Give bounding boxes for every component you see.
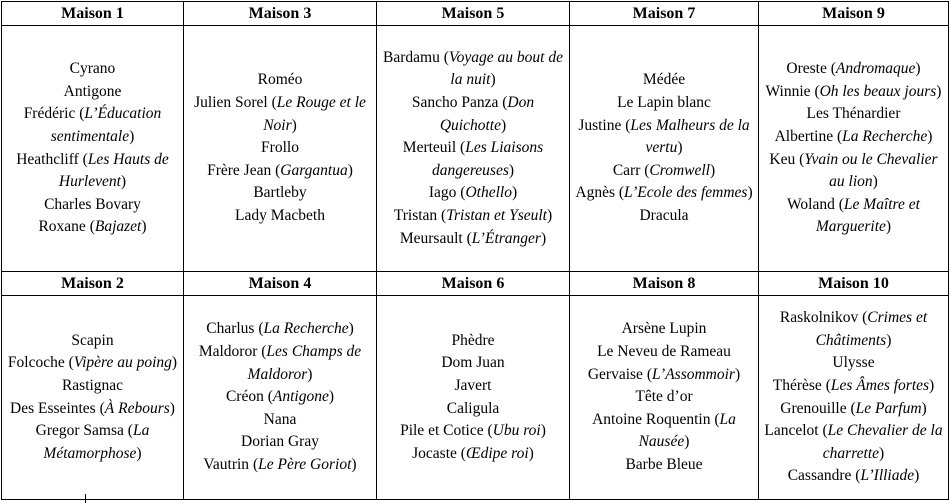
character-row bbox=[2, 26, 949, 272]
character-entry: Gervaise (L’Assommoir) bbox=[587, 365, 741, 383]
character-name: Agnès bbox=[575, 184, 619, 202]
work-title: Les Liaisons dangereuses bbox=[431, 139, 544, 179]
character-entry bbox=[382, 352, 564, 375]
house-header: Maison 2 bbox=[2, 272, 184, 296]
character-name: Sancho Panza bbox=[411, 94, 503, 112]
character-name: Des Esseintes bbox=[10, 399, 100, 417]
character-entry: Lancelot (Le Chevalier de la charrette) bbox=[764, 422, 943, 462]
character-name: Tête d’or bbox=[635, 388, 693, 406]
character-name: Antoine Roquentin bbox=[592, 410, 715, 428]
character-name: Merteuil bbox=[402, 139, 461, 157]
work-title: L’Assommoir bbox=[652, 365, 735, 383]
character-entry bbox=[189, 409, 371, 432]
character-entry bbox=[382, 330, 564, 353]
character-entry: Iago (Othello) bbox=[428, 184, 518, 202]
character-entry: Frère Jean (Gargantua) bbox=[207, 161, 353, 179]
character-entry bbox=[575, 341, 753, 364]
character-name: Roxane bbox=[38, 218, 90, 236]
work-title: Tristan et Yseult bbox=[446, 206, 547, 224]
character-name: Winnie bbox=[765, 82, 815, 100]
character-name: Meursault bbox=[399, 229, 467, 247]
work-title: La Recherche bbox=[842, 127, 928, 145]
character-name: Lady Macbeth bbox=[235, 206, 325, 224]
work-title: Gargantua bbox=[280, 161, 348, 179]
house-header: Maison 9 bbox=[759, 2, 949, 26]
work-title: Le Parfum bbox=[855, 399, 922, 417]
houses-table bbox=[1, 1, 949, 500]
house-header: Maison 3 bbox=[184, 2, 377, 26]
character-name: Julien Sorel bbox=[194, 94, 272, 112]
character-name: Le Neveu de Rameau bbox=[597, 343, 731, 361]
work-title: La Recherche bbox=[263, 320, 349, 338]
character-name: Phèdre bbox=[451, 331, 495, 349]
character-entry: Roxane (Bajazet) bbox=[38, 218, 147, 236]
character-name: Médée bbox=[642, 71, 686, 89]
character-entry: Woland (Le Maître et Marguerite) bbox=[787, 195, 920, 236]
footnote-mark bbox=[85, 494, 86, 503]
character-entry: Merteuil (Les Liaisons dangereuses) bbox=[402, 139, 544, 179]
character-entry bbox=[575, 205, 753, 228]
character-entry bbox=[7, 194, 178, 217]
work-title: Ubu roi bbox=[492, 422, 541, 440]
character-entry: Oreste (Andromaque) bbox=[786, 60, 921, 78]
character-name: Vautrin bbox=[203, 455, 253, 473]
character-name: Frédéric bbox=[23, 105, 80, 123]
character-entry: Folcoche (Vipère au poing) bbox=[7, 354, 178, 372]
house-header: Maison 5 bbox=[377, 2, 570, 26]
character-name: Le Lapin blanc bbox=[617, 94, 711, 112]
header-row bbox=[2, 272, 949, 296]
character-name: Pile et Cotice bbox=[400, 422, 488, 440]
house-characters-cell bbox=[759, 296, 949, 500]
house-header: Maison 6 bbox=[377, 272, 570, 296]
work-title: Othello bbox=[465, 184, 512, 202]
character-name: Charlus bbox=[206, 320, 259, 338]
character-name: Justine bbox=[578, 116, 626, 134]
work-title: Les Malheurs de la vertu bbox=[630, 116, 750, 157]
character-name: Frère Jean bbox=[207, 161, 276, 179]
house-header: Maison 8 bbox=[570, 272, 759, 296]
character-entry bbox=[575, 318, 753, 341]
character-name: Grenouille bbox=[780, 399, 851, 417]
character-entry bbox=[575, 69, 753, 92]
character-name: Antigone bbox=[63, 82, 122, 100]
house-header: Maison 4 bbox=[184, 272, 377, 296]
character-entry: Agnès (L’Ecole des femmes) bbox=[575, 184, 753, 202]
work-title: La Métamorphose bbox=[43, 422, 150, 462]
work-title: Antigone bbox=[272, 388, 329, 406]
house-header: Maison 7 bbox=[570, 2, 759, 26]
work-title: Voyage au bout de la nuit bbox=[448, 48, 563, 89]
character-name: Rastignac bbox=[61, 376, 124, 394]
character-name: Albertine bbox=[774, 127, 837, 145]
character-name: Thérèse bbox=[772, 376, 826, 394]
house-characters-cell bbox=[377, 26, 570, 272]
character-name: Gregor Samsa bbox=[35, 422, 128, 440]
house-characters-cell bbox=[570, 26, 759, 272]
character-entry bbox=[189, 431, 371, 454]
character-name: Heathcliff bbox=[16, 150, 83, 168]
house-characters-cell bbox=[377, 296, 570, 500]
character-entry bbox=[764, 103, 943, 126]
character-entry: Frédéric (L’Éducation sentimentale) bbox=[23, 105, 162, 145]
house-characters-cell bbox=[570, 296, 759, 500]
character-entry bbox=[189, 137, 371, 160]
work-title: L’Illiade bbox=[860, 467, 915, 485]
house-characters-cell bbox=[184, 296, 377, 500]
character-entry: Julien Sorel (Le Rouge et le Noir) bbox=[194, 94, 366, 134]
work-title: La Nausée bbox=[638, 410, 736, 451]
character-entry: Keu (Yvain ou le Chevalier au lion) bbox=[769, 150, 938, 191]
character-name: Oreste bbox=[786, 60, 831, 78]
work-title: L’Étranger bbox=[471, 229, 541, 247]
character-entry: Gregor Samsa (La Métamorphose) bbox=[35, 422, 150, 462]
character-name: Jocaste bbox=[412, 444, 461, 462]
work-title: Crimes et Châtiments bbox=[815, 309, 928, 349]
character-name: Dom Juan bbox=[441, 354, 505, 372]
work-title: Yvain ou le Chevalier au lion bbox=[804, 150, 938, 191]
character-entry bbox=[7, 81, 178, 104]
character-entry: Winnie (Oh les beaux jours) bbox=[765, 82, 942, 100]
character-name: Créon bbox=[225, 388, 268, 406]
character-name: Iago bbox=[428, 184, 461, 202]
header-row bbox=[2, 2, 949, 26]
work-title: Les Hauts de Hurlevent bbox=[58, 150, 169, 191]
character-name: Tristan bbox=[393, 206, 442, 224]
work-title: Le Rouge et le Noir bbox=[263, 94, 366, 134]
character-entry: Grenouille (Le Parfum) bbox=[780, 399, 927, 417]
character-name: Dracula bbox=[639, 206, 689, 224]
character-name: Frollo bbox=[261, 139, 299, 157]
character-entry: Carr (Cromwell) bbox=[612, 161, 716, 179]
character-entry bbox=[189, 205, 371, 228]
work-title: Le Maître et Marguerite bbox=[815, 195, 920, 236]
work-title: Le Père Goriot bbox=[258, 455, 352, 473]
character-entry bbox=[382, 375, 564, 398]
character-entry bbox=[575, 386, 753, 409]
character-entry bbox=[764, 352, 943, 375]
work-title: Le Chevalier de la charrette bbox=[822, 422, 943, 462]
character-entry: Bardamu (Voyage au bout de la nuit) bbox=[383, 48, 563, 89]
work-title: L’Éducation sentimentale bbox=[50, 105, 162, 145]
character-name: Charles Bovary bbox=[44, 195, 141, 213]
character-entry: Albertine (La Recherche) bbox=[774, 127, 933, 145]
character-name: Cassandre bbox=[787, 467, 856, 485]
character-name: Folcoche bbox=[7, 354, 69, 372]
work-title: Bajazet bbox=[94, 218, 142, 236]
house-characters-cell bbox=[759, 26, 949, 272]
work-title: Vipère au poing bbox=[73, 354, 172, 372]
work-title: À Rebours bbox=[104, 399, 170, 417]
character-entry: Thérèse (Les Âmes fortes) bbox=[772, 376, 935, 394]
character-entry: Pile et Cotice (Ubu roi) bbox=[400, 422, 546, 440]
character-name: Keu bbox=[769, 150, 800, 168]
work-title: Oh les beaux jours bbox=[819, 82, 937, 100]
work-title: Les Âmes fortes bbox=[830, 376, 930, 394]
character-name: Scapin bbox=[71, 331, 114, 349]
character-name: Cyrano bbox=[69, 60, 116, 78]
character-name: Barbe Bleue bbox=[625, 455, 703, 473]
character-name: Ulysse bbox=[832, 354, 875, 372]
character-entry: Justine (Les Malheurs de la vertu) bbox=[578, 116, 750, 157]
character-name: Woland bbox=[787, 195, 839, 213]
character-entry: Jocaste (Œdipe roi) bbox=[412, 444, 534, 462]
character-entry: Tristan (Tristan et Yseult) bbox=[393, 206, 553, 224]
character-entry bbox=[382, 398, 564, 421]
character-name: Caligula bbox=[446, 399, 500, 417]
character-entry: Maldoror (Les Champs de Maldoror) bbox=[198, 343, 362, 383]
character-name: Les Thénardier bbox=[806, 105, 901, 123]
character-name: Gervaise bbox=[587, 365, 647, 383]
character-name: Dorian Gray bbox=[241, 433, 319, 451]
character-name: Raskolnikov bbox=[779, 309, 863, 327]
character-entry: Vautrin (Le Père Goriot) bbox=[203, 455, 357, 473]
character-name: Nana bbox=[263, 410, 297, 428]
character-name: Roméo bbox=[257, 71, 303, 89]
character-name: Bartleby bbox=[253, 184, 307, 202]
work-title: L’Ecole des femmes bbox=[624, 184, 748, 202]
character-name: Lancelot bbox=[764, 422, 823, 440]
character-entry bbox=[7, 58, 178, 81]
character-entry bbox=[189, 69, 371, 92]
house-header: Maison 10 bbox=[759, 272, 949, 296]
character-entry: Raskolnikov (Crimes et Châtiments) bbox=[779, 309, 928, 349]
character-entry bbox=[575, 92, 753, 115]
character-name: Bardamu bbox=[383, 48, 444, 66]
character-entry: Cassandre (L’Illiade) bbox=[787, 467, 920, 485]
character-name: Carr bbox=[612, 161, 645, 179]
character-entry: Heathcliff (Les Hauts de Hurlevent) bbox=[16, 150, 169, 191]
character-entry: Charlus (La Recherche) bbox=[206, 320, 354, 338]
character-name: Javert bbox=[454, 376, 492, 394]
work-title: Les Champs de Maldoror bbox=[247, 343, 362, 383]
character-row bbox=[2, 296, 949, 500]
work-title: Cromwell bbox=[649, 161, 710, 179]
character-entry: Meursault (L’Étranger) bbox=[399, 229, 547, 247]
character-entry bbox=[575, 454, 753, 477]
character-entry bbox=[7, 330, 178, 353]
character-entry: Des Esseintes (À Rebours) bbox=[10, 399, 175, 417]
work-title: Don Quichotte bbox=[439, 94, 535, 134]
character-entry: Créon (Antigone) bbox=[225, 388, 335, 406]
house-characters-cell bbox=[184, 26, 377, 272]
work-title: Œdipe roi bbox=[465, 444, 529, 462]
character-name: Maldoror bbox=[198, 343, 262, 361]
character-name: Arsène Lupin bbox=[621, 320, 707, 338]
character-entry: Antoine Roquentin (La Nausée) bbox=[592, 410, 736, 451]
character-entry bbox=[7, 375, 178, 398]
character-entry: Sancho Panza (Don Quichotte) bbox=[411, 94, 535, 134]
house-header: Maison 1 bbox=[2, 2, 184, 26]
character-entry bbox=[189, 182, 371, 205]
house-characters-cell bbox=[2, 26, 184, 272]
work-title: Andromaque bbox=[835, 60, 916, 78]
house-characters-cell bbox=[2, 296, 184, 500]
